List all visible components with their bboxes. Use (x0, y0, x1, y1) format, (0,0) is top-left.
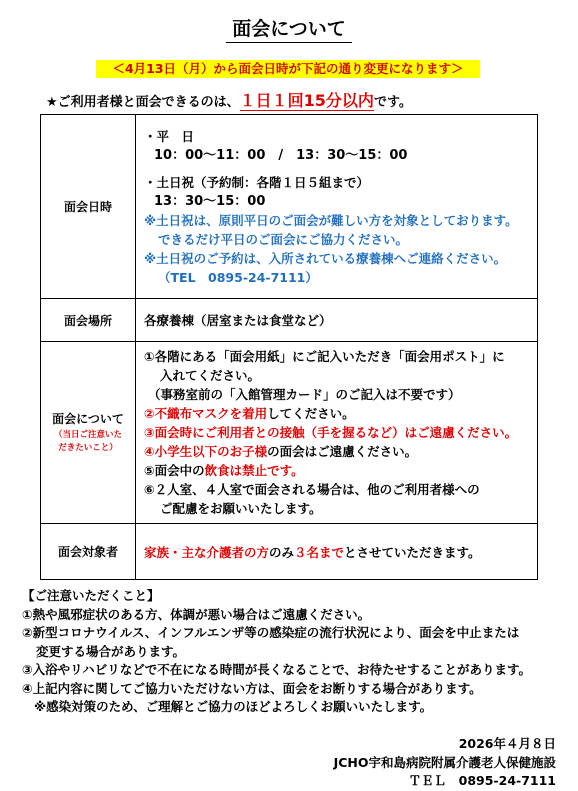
holiday-label: ・土日祝（予約制：各階１日５組まで） (144, 174, 370, 190)
rule-2-red: ②不織布マスクを着用 (144, 406, 268, 421)
caution-item-2-cont: 変更する場合があります。 (36, 643, 186, 659)
row-visit-time (41, 115, 538, 299)
target-text-2: とさせていただきます。 (344, 544, 481, 560)
holiday-note-1: ※土日祝は、原則平日のご面会が難しい方を対象としております。 (144, 212, 518, 228)
rule-2 (144, 404, 529, 423)
caution-item-1: ①熱や風邪症状のある方、体調が悪い場合はご遠慮ください。 (22, 606, 371, 622)
rule-1: ①各階にある「面会用紙」にご記入いただき「面会用ポスト」に (144, 349, 505, 364)
target-red-1: 家族・主な介護者の方 (144, 544, 270, 560)
holiday-phone: （TEL 0895-24-7111） (158, 269, 318, 285)
caution-item-4: ④上記内容に関してご協力いただけない方は、面会をお断りする場合があります。 (22, 680, 482, 696)
holiday-note-2: ※土日祝のご予約は、入所されている療養棟へご連絡ください。 (144, 250, 507, 266)
rule-6: ⑥２人室、４人室で面会される場合は、他のご利用者様への (144, 482, 480, 497)
rules-header (41, 342, 136, 524)
rule-1-cont: 入れてください。 (160, 368, 261, 383)
lead-emphasis: １日１回15分以内 (239, 91, 374, 110)
target-content (136, 524, 538, 580)
row-rules (41, 342, 538, 524)
place-value: 各療養棟（居室または食堂など） (136, 299, 538, 342)
rule-4-red: ④小学生以下のお子様 (144, 444, 268, 459)
rule-5-red: 飲食は禁止です。 (204, 463, 304, 478)
visit-info-table (40, 114, 538, 580)
caution-note: ※感染対策のため、ご理解とご協力のほどよろしくお願いいたします。 (34, 699, 433, 714)
place-header: 面会場所 (41, 299, 136, 342)
visit-limit-statement (46, 88, 412, 111)
lead-prefix: ★ご利用者様と面会できるのは、 (46, 95, 240, 110)
signature-block (334, 735, 556, 791)
caution-section (22, 587, 531, 717)
rule-3: ③面会時にご利用者との接触（手を握るなど）はご遠慮ください。 (144, 425, 518, 440)
organization-phone: ＴＥＬ 0895-24-7111 (408, 773, 556, 788)
page-title: 面会について (0, 14, 578, 41)
holiday-times: 13：30～15：00 (154, 193, 266, 209)
row-place (41, 299, 538, 342)
holiday-note-1b: できるだけ平日のご面会にご協力ください。 (158, 231, 409, 247)
weekday-label: ・平 日 (144, 128, 195, 144)
rule-5-text: ⑤面会中の (144, 463, 205, 478)
caution-item-2: ②新型コロナウイルス、インフルエンザ等の感染症の流行状況により、面会を中止または (22, 625, 520, 640)
rule-5 (144, 461, 529, 480)
caution-item-3: ③入浴やリハビリなどで不在になる時間が長くなることで、お待たせすることがあります。 (22, 662, 531, 677)
organization-name: JCHO宇和島病院附属介護老人保健施設 (333, 754, 556, 770)
target-text-1: のみ (269, 544, 295, 560)
rule-2-text: してください。 (267, 406, 355, 421)
visit-time-content (136, 115, 538, 299)
target-red-2: ３名まで (294, 544, 345, 560)
rule-4 (144, 442, 529, 461)
rule-6-cont: ご配慮をお願いいたします。 (160, 501, 322, 516)
rule-1-note: （事務室前の「入館管理カード」のご記入は不要です） (148, 387, 461, 402)
lead-suffix: です。 (373, 95, 412, 110)
row-target (41, 524, 538, 580)
rules-content (136, 342, 538, 524)
caution-heading: 【ご注意いただくこと】 (22, 588, 160, 603)
rules-header-note-2: だきたいこと） (58, 443, 118, 453)
rules-header-note-1: （当日ご注意いた (53, 430, 122, 440)
target-header: 面会対象者 (41, 524, 136, 580)
change-notice-banner: ＜4月13日（月）から面会日時が下記の通り変更になります＞ (96, 60, 480, 78)
rule-4-text: の面会はご遠慮ください。 (267, 444, 418, 459)
visit-time-header: 面会日時 (41, 115, 136, 299)
rules-header-label: 面会について (52, 412, 124, 426)
weekday-times: 10：00～11：00 / 13：30～15：00 (154, 147, 408, 163)
issue-date: 2026年４月８日 (458, 736, 556, 751)
